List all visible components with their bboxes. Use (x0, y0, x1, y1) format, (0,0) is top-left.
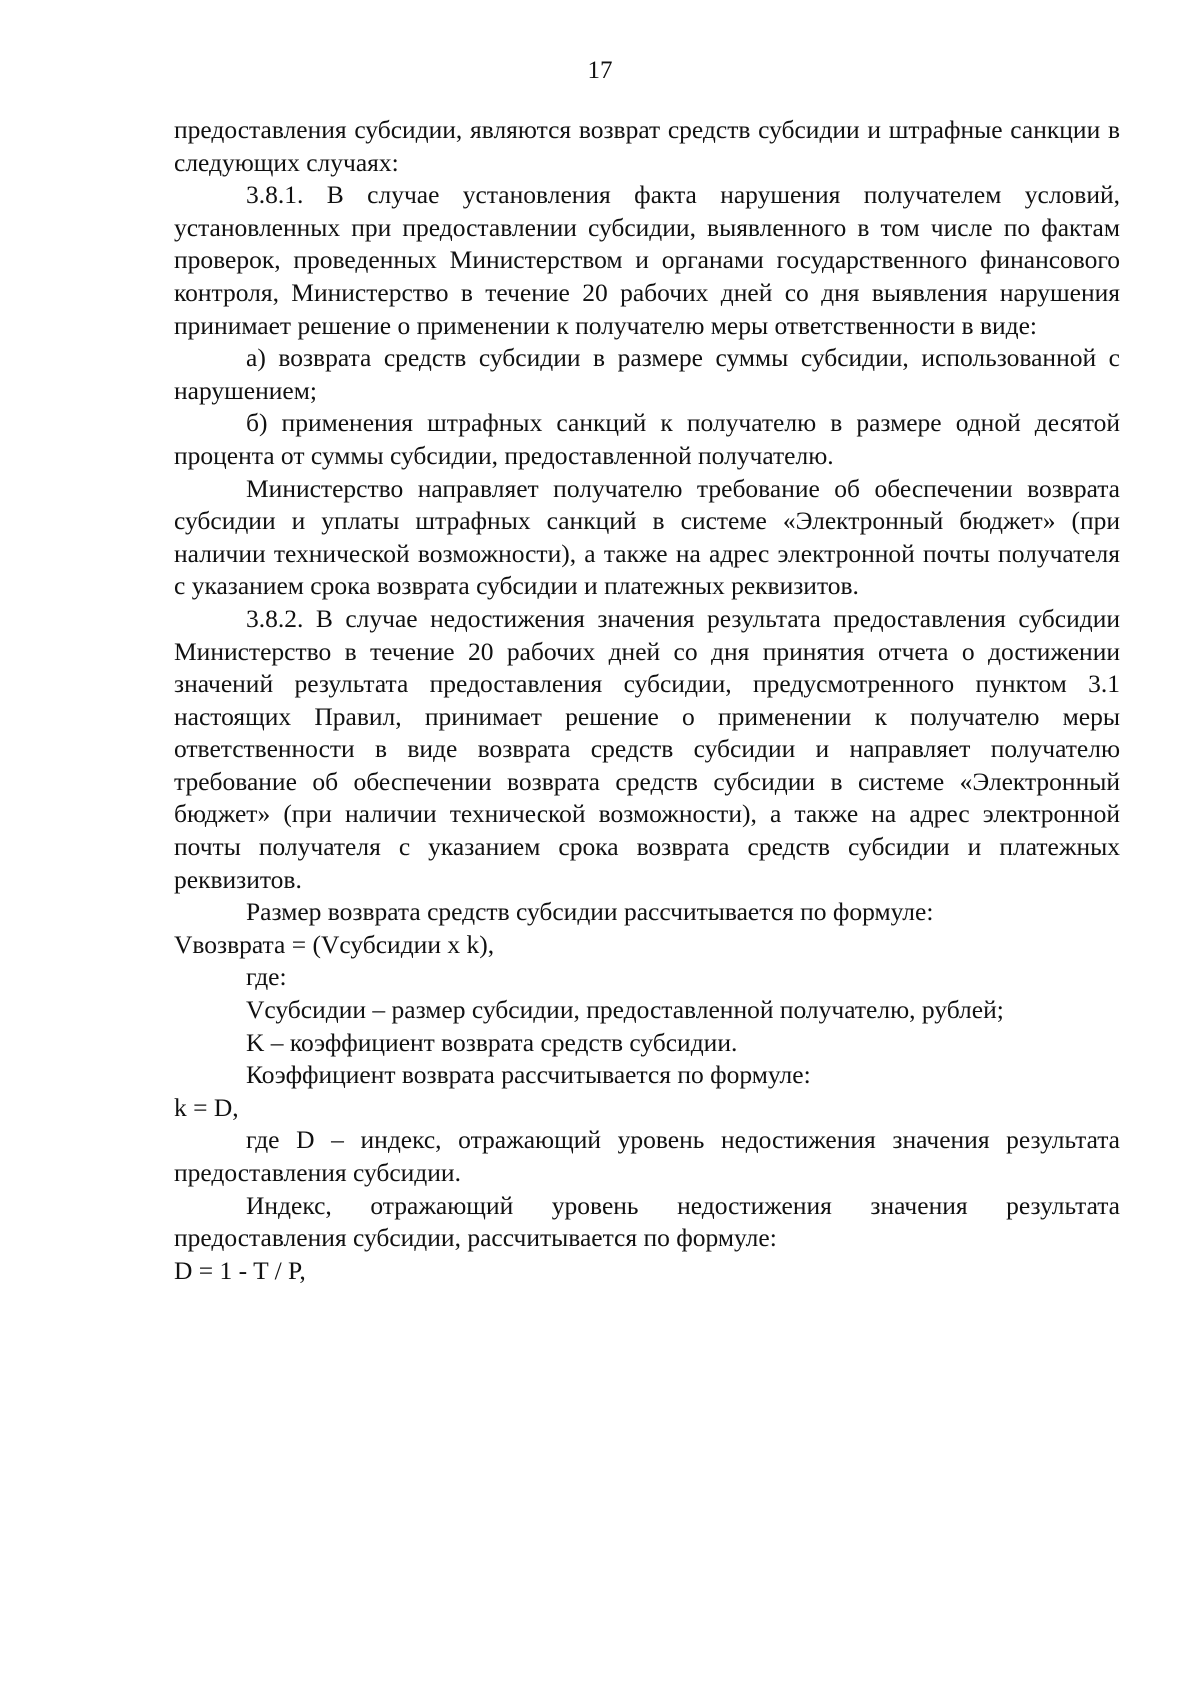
paragraph-k-definition: K – коэффициент возврата средств субсидии. (246, 1027, 738, 1057)
paragraph-ministry-requirement: Министерство направляет получателю требование об обеспечении возврата субсидии и уплаты штрафных санкций в системе «Электронный бюджет» (при наличии технической возможности), а также на адрес электронной почты получателя с указанием срока возврата субсидии и платежных реквизитов. (174, 473, 1120, 601)
formula-coefficient: k = D, (174, 1092, 239, 1122)
formula-index: D = 1 - T / P, (174, 1255, 306, 1285)
paragraph-item-b: б) применения штрафных санкций к получателю в размере одной десятой процента от суммы субсидии, предоставленной получателю. (174, 408, 1120, 470)
paragraph-item-a: а) возврата средств субсидии в размере суммы субсидии, использованной с нарушением; (174, 343, 1120, 405)
paragraph-v-subsidy-definition: Vсубсидии – размер субсидии, предоставленной получателю, рублей; (246, 995, 1004, 1025)
paragraph-where: где: (246, 962, 287, 992)
paragraph-coefficient-formula-intro: Коэффициент возврата рассчитывается по формуле: (246, 1060, 811, 1090)
formula-refund: Vвозврата = (Vсубсидии x k), (174, 929, 495, 959)
paragraph-refund-size: Размер возврата средств субсидии рассчитывается по формуле: (246, 897, 934, 927)
paragraph-3-8-1: 3.8.1. В случае установления факта нарушения получателем условий, установленных при предоставлении субсидии, выявленного в том числе по фактам проверок, проведенных Министерством и органами государственного финансового контроля, Министерство в течение 20 рабочих дней со дня выявления нарушения принимает решение о применении к получателю меры ответственности в виде: (174, 180, 1120, 340)
paragraph-continuation: предоставления субсидии, являются возврат средств субсидии и штрафные санкции в следующих случаях: (174, 115, 1120, 177)
paragraph-d-definition: где D – индекс, отражающий уровень недостижения значения результата предоставления субсидии. (174, 1125, 1120, 1187)
page-number: 17 (587, 57, 613, 84)
paragraph-index-formula-intro: Индекс, отражающий уровень недостижения значения результата предоставления субсидии, рассчитывается по формуле: (174, 1190, 1120, 1253)
paragraph-3-8-2: 3.8.2. В случае недостижения значения результата предоставления субсидии Министерство в течение 20 рабочих дней со дня принятия отчета о достижении значений результата предоставления субсидии, предусмотренного пунктом 3.1 настоящих Правил, принимает решение о применении к получателю меры ответственности в виде возврата средств субсидии и направляет получателю требование об обеспечении возврата средств субсидии в системе «Электронный бюджет» (при наличии технической возможности), а также на адрес электронной почты получателя с указанием срока возврата средств субсидии и платежных реквизитов. (174, 603, 1120, 894)
document-body (174, 114, 1120, 1287)
